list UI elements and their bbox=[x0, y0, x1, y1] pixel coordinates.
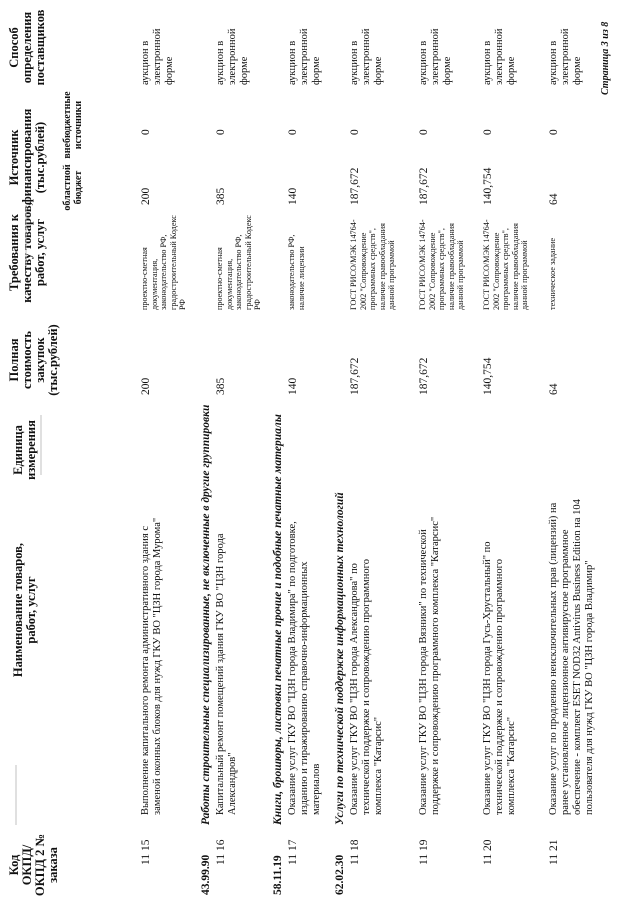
row-total: 385 bbox=[215, 377, 227, 395]
row-offbudget: 0 bbox=[349, 129, 361, 135]
row-total: 200 bbox=[140, 377, 152, 395]
row-requirements: ГОСТ РИСО/МЭК 14764-2002 "Сопровождение программных средств", наличие правообладания данной программой bbox=[482, 219, 529, 310]
group-title: Книги, брошюры, листовки печатные прочие и подобные печатные материалы bbox=[272, 414, 284, 825]
row-offbudget: 0 bbox=[548, 129, 560, 135]
header-funding: Источник финансирования (тыс.рублей) bbox=[7, 108, 47, 205]
row-code: 11 15 bbox=[140, 839, 152, 865]
row-code: 11 18 bbox=[349, 839, 361, 865]
header-code: Код ОКПД/ ОКПД 2 № заказа bbox=[7, 833, 60, 897]
row-name: Выполнение капитального ремонта административного здания с заменой оконных блоков для нужд ГКУ ВО "ЦЗН города Мурома" bbox=[140, 517, 163, 815]
row-method: аукцион в электронной форме bbox=[349, 28, 384, 85]
row-requirements: проектно-сметная документация, законодательство РФ, градостроительный Кодекс РФ bbox=[140, 215, 187, 310]
group-code: 62.02.30 bbox=[334, 854, 346, 895]
row-total: 64 bbox=[548, 383, 560, 395]
scan-noise bbox=[40, 415, 42, 475]
row-regional: 200 bbox=[140, 187, 152, 205]
row-regional: 140 bbox=[287, 187, 299, 205]
scan-noise bbox=[25, 205, 27, 265]
row-requirements: ГОСТ РИСО/МЭК 14764-2002 "Сопровождение программных средств", наличие правообладания данной программой bbox=[418, 219, 465, 310]
row-code: 11 17 bbox=[287, 839, 299, 865]
row-code: 11 19 bbox=[418, 839, 430, 865]
group-code: 43.99.90 bbox=[200, 854, 212, 895]
header-requirements: Требования к качеству товаров, работ, услуг bbox=[7, 202, 47, 303]
header-funding-regional: областной бюджет bbox=[62, 164, 84, 211]
row-name: Капитальный ремонт помещений здания ГКУ ВО "ЦЗН города Александров" bbox=[215, 533, 238, 815]
row-name: Оказание услуг ГКУ ВО "ЦЗН города Вязники" по технической поддержке и сопровождению программного комплекса "Катарсис" bbox=[418, 516, 441, 815]
row-total: 140,754 bbox=[482, 357, 494, 395]
row-regional: 187,672 bbox=[418, 167, 430, 205]
group-title: Работы строительные специализированные, не включенные в другие группировки bbox=[200, 404, 212, 825]
row-name: Оказание услуг ГКУ ВО "ЦЗН города Владимира" по подготовке, изданию и тиражированию справочно-информационных материалов bbox=[287, 521, 322, 815]
header-divider bbox=[100, 0, 101, 905]
header-unit: Единица измерения bbox=[11, 420, 38, 480]
row-method: аукцион в электронной форме bbox=[482, 28, 517, 85]
row-method: аукцион в электронной форме bbox=[548, 28, 583, 85]
scan-noise bbox=[15, 765, 17, 825]
row-name: Оказание услуг ГКУ ВО "ЦЗН города Александрова" по технической поддержке и сопровождению программного комплекса "Катарсис" bbox=[349, 559, 384, 815]
header-name: Наименование товаров, работ, услуг bbox=[11, 542, 38, 678]
row-name: Оказание услуг по продлению неисключительных прав (лицензий) на ранее установленное лицензионное антивирусное программное обеспечение - комплект ESET NOD32 Antivirus Business Edition на 104 пользователя для нужд ГКУ ВО "ЦЗН города Владимир" bbox=[548, 499, 595, 815]
row-offbudget: 0 bbox=[482, 129, 494, 135]
row-requirements: техническое задание bbox=[548, 237, 557, 310]
row-regional: 385 bbox=[215, 187, 227, 205]
row-method: аукцион в электронной форме bbox=[287, 28, 322, 85]
row-offbudget: 0 bbox=[287, 129, 299, 135]
row-regional: 187,672 bbox=[349, 167, 361, 205]
header-funding-offbudget: внебюджетные источники bbox=[62, 91, 84, 159]
row-code: 11 21 bbox=[548, 839, 560, 865]
group-code: 58.11.19 bbox=[272, 855, 284, 895]
row-regional: 140,754 bbox=[482, 167, 494, 205]
row-offbudget: 0 bbox=[418, 129, 430, 135]
row-requirements: проектно-сметная документация, законодательство РФ, градостроительный Кодекс РФ bbox=[215, 215, 262, 310]
row-requirements: законодательство РФ, наличие лицензии bbox=[287, 234, 306, 310]
row-regional: 64 bbox=[548, 193, 560, 205]
row-total: 187,672 bbox=[349, 357, 361, 395]
header-method: Способ определения поставщиков bbox=[7, 9, 47, 86]
row-method: аукцион в электронной форме bbox=[140, 28, 175, 85]
row-method: аукцион в электронной форме bbox=[418, 28, 453, 85]
row-requirements: ГОСТ РИСО/МЭК 14764-2002 "Сопровождение программных средств", наличие правообладания данной программой bbox=[349, 219, 396, 310]
row-total: 140 bbox=[287, 377, 299, 395]
row-code: 11 16 bbox=[215, 839, 227, 865]
row-method: аукцион в электронной форме bbox=[215, 28, 250, 85]
row-offbudget: 0 bbox=[215, 129, 227, 135]
header-total: Полная стоимость закупок (тыс.рублей) bbox=[7, 324, 60, 396]
page-number: Страница 3 из 8 bbox=[600, 21, 611, 95]
row-offbudget: 0 bbox=[140, 129, 152, 135]
row-total: 187,672 bbox=[418, 357, 430, 395]
group-title: Услуги по технической поддержке информационных технологий bbox=[334, 492, 346, 825]
row-name: Оказание услуг ГКУ ВО "ЦЗН города Гусь-Хрустальный" по технической поддержке и сопровождению программного комплекса "Катарсис" bbox=[482, 541, 517, 815]
row-code: 11 20 bbox=[482, 839, 494, 865]
